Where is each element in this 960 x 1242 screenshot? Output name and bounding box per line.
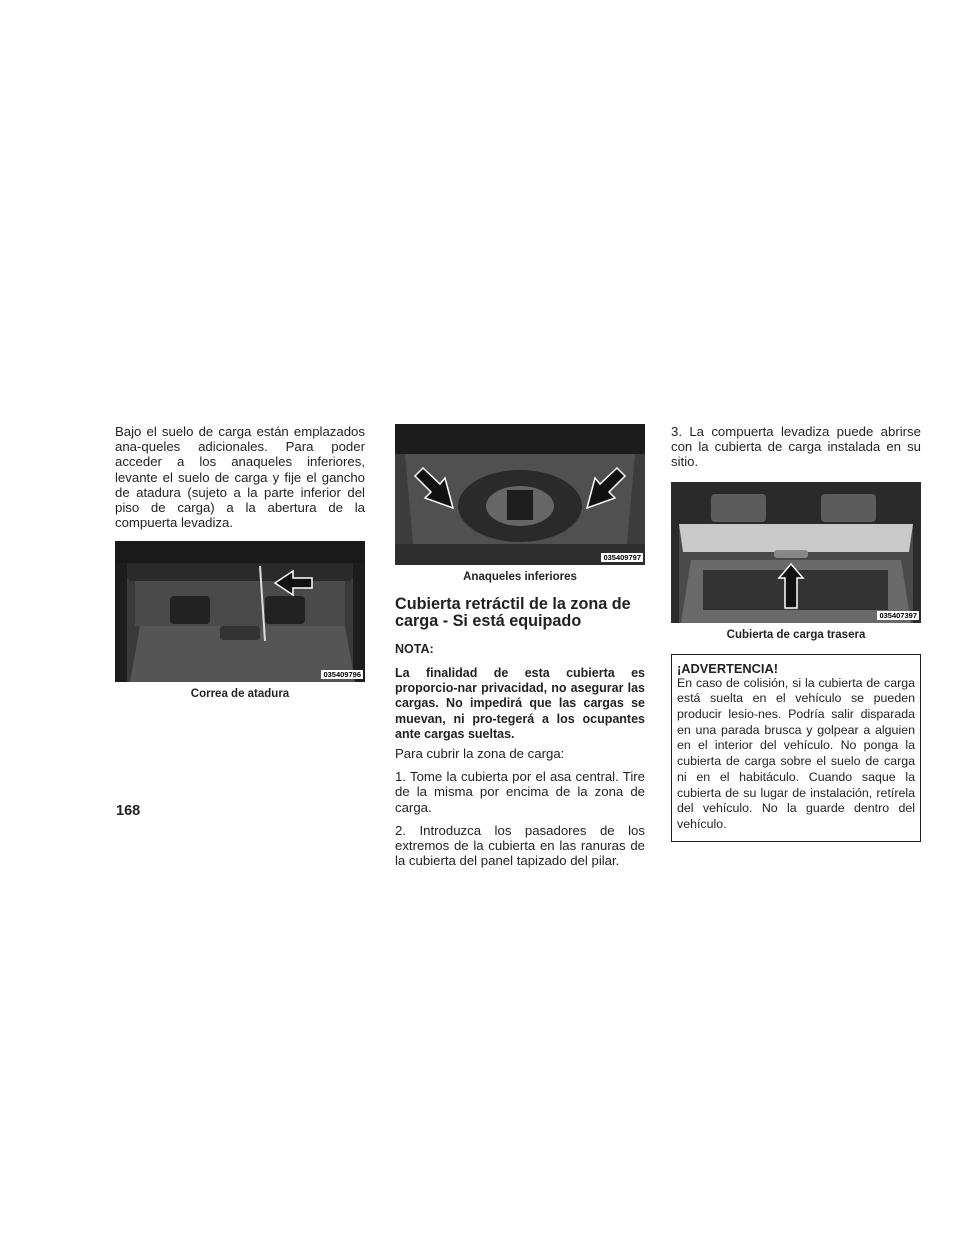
figure-caption: Cubierta de carga trasera [726,628,866,641]
warning-box [671,654,921,842]
note-text: La finalidad de esta cubierta es proporcio-nar privacidad, no asegurar las cargas. No impedirá que las cargas se muevan, ni pro-tegerá a los ocupantes ante cargas sueltas. [395,666,645,741]
note-label: NOTA: [395,642,434,656]
section-heading: Cubierta retráctil de la zona de carga - Si está equipado [395,595,631,630]
instruction-intro: Para cubrir la zona de carga: [395,746,565,762]
column-left [115,424,365,701]
figure-caption: Correa de atadura [190,688,290,701]
photo-tether-strap [115,541,365,682]
figure-code: 035409797 [603,553,641,562]
column-middle [395,424,645,868]
tether-strap-illustration [115,541,365,682]
page-number: 168 [116,803,141,819]
photo-lower-bins [395,424,645,565]
step-3: 3. La compuerta levadiza puede abrirse con la cubierta de carga instalada en su sitio. [671,424,921,470]
figure-caption: Anaqueles inferiores [463,571,577,583]
photo-rear-cargo-cover [671,482,921,623]
warning-title: ¡ADVERTENCIA! [677,660,778,676]
column-right [671,424,921,842]
step-2: 2. Introduzca los pasadores de los extremos de la cubierta en las ranuras de la cubierta del panel tapizado del pilar. [395,822,645,869]
figure-code: 035407397 [879,610,917,620]
step-1: 1. Tome la cubierta por el asa central. Tire de la misma por encima de la zona de carga. [395,769,645,815]
lower-bins-illustration [395,424,645,565]
warning-text: En caso de colisión, si la cubierta de carga está suelta en el vehículo se pueden producir lesio-nes. Podría salir disparada en una parada brusca y golpear a alguien en el interior del vehículo. No ponga la cubierta de carga sobre el suelo de carga ni en el habitáculo. Cuando saque la cubierta de su lugar de instalación, retírela del vehículo. No la guarde dentro del vehículo. [677,675,915,831]
intro-paragraph: Bajo el suelo de carga están emplazados ana-queles adicionales. Para poder acceder a los anaqueles inferiores, levante el suelo de carga y fije el gancho de atadura (sujeto a la parte inferior del piso de carga) a la abertura de la compuerta levadiza. [115,424,365,531]
figure-code: 035409796 [323,670,361,680]
cargo-cover-illustration [671,482,921,623]
